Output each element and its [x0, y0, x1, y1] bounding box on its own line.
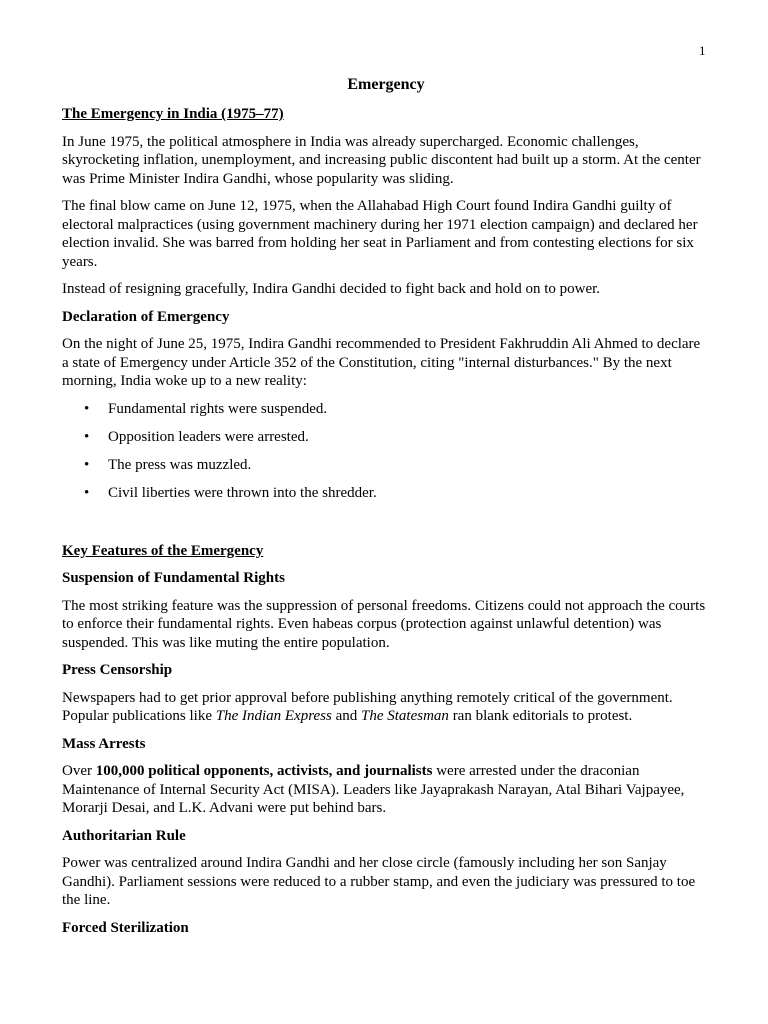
- paragraph: [62, 762, 710, 818]
- subheading-suspension: Suspension of Fundamental Rights: [62, 570, 285, 586]
- bullet-icon: •: [84, 484, 90, 501]
- publication-name: The Statesman: [361, 708, 449, 724]
- document-body: [62, 75, 710, 946]
- bullet-icon: •: [84, 400, 90, 417]
- paragraph: In June 1975, the political atmosphere in India was already supercharged. Economic challenges, skyrocketing inflation, unemployment, and increasing public discontent had built up a storm. At the center was Prime Minister Indira Gandhi, whose popularity was sliding.: [62, 133, 701, 187]
- text-run: Newspapers had to get prior approval before publishing anything remotely critical of the government. Popular publications like: [62, 689, 673, 724]
- list-item-text: Fundamental rights were suspended.: [108, 400, 328, 417]
- paragraph: Instead of resigning gracefully, Indira Gandhi decided to fight back and hold on to power.: [62, 281, 601, 297]
- document-title: Emergency: [347, 76, 425, 93]
- publication-name: The Indian Express: [215, 708, 332, 724]
- spacer: [62, 512, 710, 542]
- section-heading-key-features: Key Features of the Emergency: [62, 542, 264, 559]
- text-run: ran blank editorials to protest.: [448, 708, 633, 724]
- list-item: [62, 484, 710, 503]
- list-item-text: The press was muzzled.: [108, 456, 252, 473]
- page-number: 1: [699, 43, 706, 58]
- paragraph: Power was centralized around Indira Gandhi and her close circle (famously including her son Sanjay Gandhi). Parliament sessions were reduced to a rubber stamp, and even the judiciary was pressured to toe the line.: [62, 855, 696, 908]
- list-item: [62, 456, 710, 475]
- paragraph: [62, 689, 710, 726]
- list-item-text: Civil liberties were thrown into the shredder.: [108, 484, 377, 501]
- section-heading-declaration: Declaration of Emergency: [62, 308, 230, 325]
- paragraph: The most striking feature was the suppression of personal freedoms. Citizens could not approach the courts to enforce their fundamental rights. Even habeas corpus (protection against unlawful detention) was suspended. This was like muting the entire population.: [62, 597, 706, 651]
- subheading-mass-arrests: Mass Arrests: [62, 735, 146, 752]
- subheading-press-censorship: Press Censorship: [62, 662, 173, 678]
- text-run: and: [331, 708, 362, 724]
- paragraph: The final blow came on June 12, 1975, when the Allahabad High Court found Indira Gandhi guilty of electoral malpractices (using government machinery during her 1971 election campaign) and declared her election invalid. She was barred from holding her seat in Parliament and from contesting elections for six years.: [62, 198, 698, 270]
- emphasis-text: 100,000 political opponents, activists, and journalists: [95, 763, 433, 779]
- bullet-icon: •: [84, 428, 90, 445]
- text-run: Over: [62, 763, 96, 779]
- bullet-list: [62, 400, 710, 503]
- text-run: were arrested under the draconian Maintenance of Internal Security Act (MISA). Leaders like Jayaprakash Narayan, Atal Bihari Vajpayee, Morarji Desai, and L.K. Advani were put behind bars.: [62, 763, 685, 816]
- bullet-icon: •: [84, 456, 90, 473]
- subheading-forced-sterilization: Forced Sterilization: [62, 919, 189, 936]
- list-item: [62, 400, 710, 419]
- paragraph: On the night of June 25, 1975, Indira Gandhi recommended to President Fakhruddin Ali Ahmed to declare a state of Emergency under Article 352 of the Constitution, citing "internal disturbances." By the next morning, India woke up to a new reality:: [62, 336, 701, 389]
- list-item: [62, 428, 710, 447]
- list-item-text: Opposition leaders were arrested.: [108, 428, 309, 445]
- section-heading-emergency-india: The Emergency in India (1975–77): [62, 106, 284, 122]
- subheading-authoritarian-rule: Authoritarian Rule: [62, 827, 186, 844]
